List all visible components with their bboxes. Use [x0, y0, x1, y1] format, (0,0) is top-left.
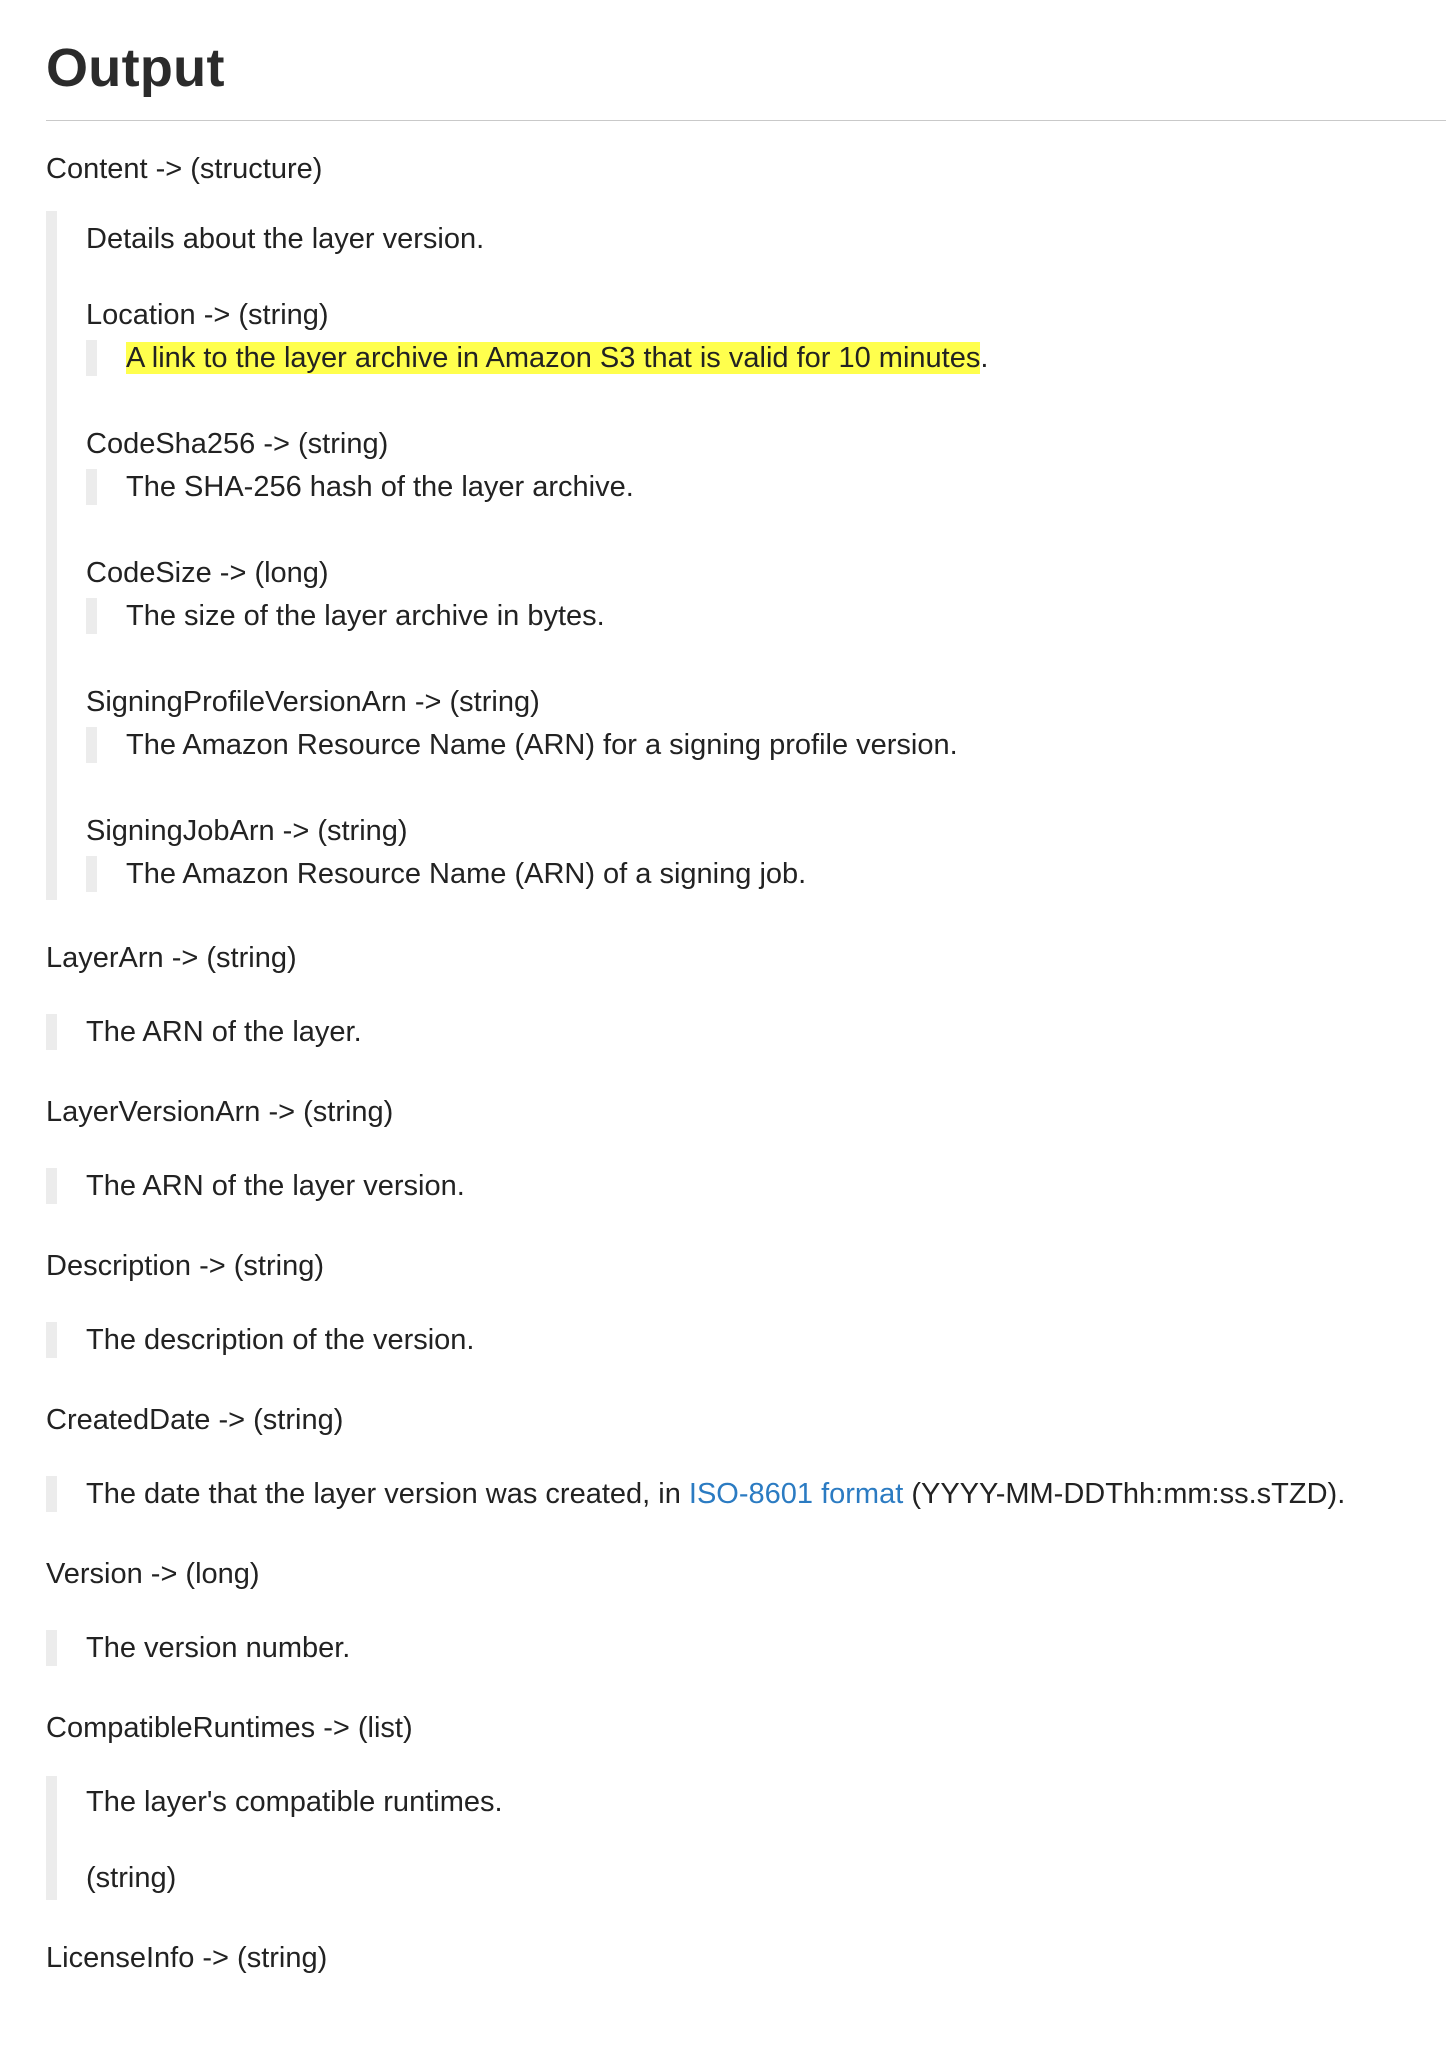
field-head-codesize: CodeSize -> (long) — [86, 557, 329, 589]
field-head-description: Description -> (string) — [46, 1250, 324, 1282]
layer-version-arn-description: The ARN of the layer version. — [46, 1168, 1446, 1204]
field-head-compatible-runtimes: CompatibleRuntimes -> (list) — [46, 1712, 413, 1744]
compatible-runtimes-item-type: (string) — [86, 1862, 177, 1894]
highlighted-text: A link to the layer archive in Amazon S3 that is valid for 10 minutes — [126, 342, 981, 374]
page-title: Output — [46, 38, 225, 98]
content-structure-block — [46, 211, 1446, 900]
created-date-text-before: The date that the layer version was created, in — [86, 1478, 689, 1510]
created-date-description — [46, 1476, 1446, 1512]
field-head-version: Version -> (long) — [46, 1558, 260, 1590]
field-head-license-info: LicenseInfo -> (string) — [46, 1942, 328, 1974]
description-description: The description of the version. — [46, 1322, 1446, 1358]
codesha256-description: The SHA-256 hash of the layer archive. — [86, 469, 1446, 505]
field-head-created-date: CreatedDate -> (string) — [46, 1404, 344, 1436]
signing-profile-version-arn-description: The Amazon Resource Name (ARN) for a signing profile version. — [86, 727, 1446, 763]
compatible-runtimes-description: The layer's compatible runtimes. — [86, 1786, 503, 1818]
field-head-signing-job-arn: SigningJobArn -> (string) — [86, 815, 408, 847]
title-divider — [46, 120, 1446, 121]
created-date-text-after: (YYYY-MM-DDThh:mm:ss.sTZD). — [903, 1478, 1346, 1510]
version-description: The version number. — [46, 1630, 1446, 1666]
codesize-description: The size of the layer archive in bytes. — [86, 598, 1446, 634]
field-head-location: Location -> (string) — [86, 299, 329, 331]
output-section — [46, 0, 1446, 1976]
content-description: Details about the layer version. — [86, 223, 485, 255]
iso-8601-format-link[interactable]: ISO-8601 format — [688, 1478, 904, 1510]
field-head-layer-arn: LayerArn -> (string) — [46, 942, 297, 974]
compatible-runtimes-block — [46, 1776, 1446, 1900]
field-head-layer-version-arn: LayerVersionArn -> (string) — [46, 1096, 394, 1128]
field-head-codesha256: CodeSha256 -> (string) — [86, 428, 389, 460]
layer-arn-description: The ARN of the layer. — [46, 1014, 1446, 1050]
location-description-tail: . — [980, 342, 989, 374]
field-head-content: Content -> (structure) — [46, 153, 323, 185]
field-head-signing-profile-version-arn: SigningProfileVersionArn -> (string) — [86, 686, 540, 718]
signing-job-arn-description: The Amazon Resource Name (ARN) of a signing job. — [86, 856, 1446, 892]
location-description — [86, 340, 1446, 376]
